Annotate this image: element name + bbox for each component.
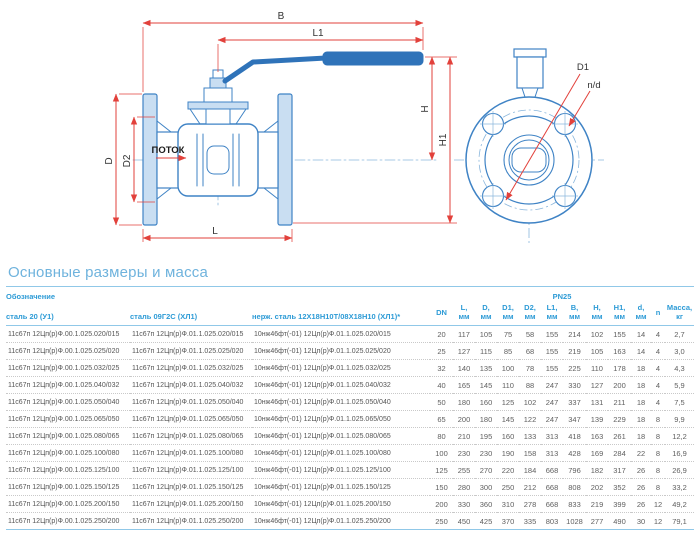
designation-stainless-cell: 10нж46фт(-01) 12Цп(р)Ф.01.1.025.065/050 [252,411,430,428]
dim-L-label: L [212,226,218,237]
designation-steel20-cell: 11с67п 12Цп(р)Ф.00.1.025.050/040 [6,394,130,411]
left-pipe [157,132,179,188]
dimension-value-cell: 140 [453,360,475,377]
technical-drawings [0,0,700,256]
dimension-value-cell: 277 [586,513,608,530]
dimension-value-cell: 155 [541,343,563,360]
dimension-value-cell: 330 [563,377,586,394]
designation-steel20-cell: 11с67п 12Цп(р)Ф.00.1.025.250/200 [6,513,130,530]
dimension-value-cell: 212 [519,479,541,496]
dimension-value-cell: 360 [475,496,497,513]
dimension-value-cell: 12 [651,513,665,530]
dimension-value-cell: 22 [631,445,651,462]
dimension-value-cell: 145 [497,411,519,428]
dimension-value-cell: 490 [608,513,631,530]
dimension-value-cell: 145 [475,377,497,394]
dimension-value-cell: 26 [631,462,651,479]
dimension-value-cell: 370 [497,513,519,530]
dim-D1-label: D1 [576,62,590,73]
dimension-value-cell: 131 [586,394,608,411]
dim-column-header: H1, мм [608,303,631,326]
dimension-value-cell: 330 [453,496,475,513]
dimension-value-cell: 160 [497,428,519,445]
dimension-value-cell: 184 [519,462,541,479]
table-row [6,343,694,360]
dimension-value-cell: 155 [608,326,631,343]
designation-steel20-cell: 11с67п 12Цп(р)Ф.00.1.025.020/015 [6,326,130,343]
dim-B-label: B [277,11,285,22]
dim-column-header: L1, мм [541,303,563,326]
dimension-value-cell: 317 [608,462,631,479]
dimension-value-cell: 178 [608,360,631,377]
dimension-value-cell: 796 [563,462,586,479]
table-row [6,377,694,394]
dimension-value-cell: 18 [631,394,651,411]
dimension-value-cell: 9,9 [665,411,694,428]
dimension-value-cell: 25 [430,343,453,360]
dimension-value-cell: 255 [453,462,475,479]
table-body [6,326,694,530]
dimension-value-cell: 313 [541,445,563,462]
table-row [6,462,694,479]
designation-steel09g2s-cell: 11с67п 12Цп(р)Ф.01.1.025.250/200 [130,513,252,530]
dimension-value-cell: 12 [651,496,665,513]
dimension-value-cell: 110 [586,360,608,377]
dimension-value-cell: 8 [651,411,665,428]
dimension-value-cell: 33,2 [665,479,694,496]
dim-column-header: d, мм [631,303,651,326]
material-column-header: сталь 09Г2С (ХЛ1) [130,303,252,326]
dimension-value-cell: 808 [563,479,586,496]
dimension-value-cell: 1028 [563,513,586,530]
dimension-value-cell: 14 [631,326,651,343]
dim-L1-label: L1 [312,28,324,39]
dimension-value-cell: 102 [586,326,608,343]
dimension-value-cell: 155 [541,360,563,377]
table-row [6,394,694,411]
dim-column-header: H, мм [586,303,608,326]
dim-column-header: DN [430,303,453,326]
designation-steel20-cell: 11с67п 12Цп(р)Ф.00.1.025.150/125 [6,479,130,496]
dimension-value-cell: 75 [497,326,519,343]
dimension-value-cell: 163 [586,428,608,445]
dim-H1-label: H1 [438,133,449,147]
dimension-value-cell: 280 [453,479,475,496]
dimension-value-cell: 352 [608,479,631,496]
dimension-value-cell: 125 [430,462,453,479]
front-stem-neck [522,88,538,97]
designation-steel09g2s-cell: 11с67п 12Цп(р)Ф.01.1.025.050/040 [130,394,252,411]
dimension-value-cell: 450 [453,513,475,530]
stem-housing [204,88,232,102]
dimension-value-cell: 127 [586,377,608,394]
dim-H-label: H [420,105,431,113]
dimension-value-cell: 261 [608,428,631,445]
dimension-value-cell: 803 [541,513,563,530]
dimension-value-cell: 399 [608,496,631,513]
dim-nd-label: n/d [587,80,601,91]
designation-stainless-cell: 10нж46фт(-01) 12Цп(р)Ф.01.1.025.032/025 [252,360,430,377]
dimension-value-cell: 8 [651,428,665,445]
dimension-value-cell: 155 [541,326,563,343]
dimension-value-cell: 219 [586,496,608,513]
dimension-value-cell: 78 [519,360,541,377]
dimension-value-cell: 127 [453,343,475,360]
designation-steel20-cell: 11с67п 12Цп(р)Ф.00.1.025.025/020 [6,343,130,360]
dimension-value-cell: 4 [651,343,665,360]
right-pipe [256,132,278,188]
dimension-value-cell: 230 [453,445,475,462]
dimension-value-cell: 195 [475,428,497,445]
front-stem-cap [514,49,546,57]
designation-stainless-cell: 10нж46фт(-01) 12Цп(р)Ф.01.1.025.040/032 [252,377,430,394]
dimension-value-cell: 5,9 [665,377,694,394]
dimension-value-cell: 139 [586,411,608,428]
dimension-value-cell: 270 [475,462,497,479]
designation-steel20-cell: 11с67п 12Цп(р)Ф.00.1.025.032/025 [6,360,130,377]
dimension-value-cell: 26 [631,496,651,513]
dimension-value-cell: 300 [475,479,497,496]
dimension-value-cell: 165 [453,377,475,394]
designation-steel09g2s-cell: 11с67п 12Цп(р)Ф.01.1.025.125/100 [130,462,252,479]
dimension-value-cell: 122 [519,411,541,428]
dimension-value-cell: 668 [541,479,563,496]
dimension-value-cell: 8 [651,462,665,479]
dimension-value-cell: 133 [519,428,541,445]
dimension-value-cell: 337 [563,394,586,411]
designation-steel20-cell: 11с67п 12Цп(р)Ф.00.1.025.065/050 [6,411,130,428]
dimension-value-cell: 163 [608,343,631,360]
left-flange [143,94,157,225]
dimension-value-cell: 833 [563,496,586,513]
dimension-value-cell: 2,7 [665,326,694,343]
designation-steel20-cell: 11с67п 12Цп(р)Ф.00.1.025.100/080 [6,445,130,462]
dim-column-header: D2, мм [519,303,541,326]
dimension-value-cell: 284 [608,445,631,462]
dimension-value-cell: 88 [519,377,541,394]
material-column-header: нерж. сталь 12Х18Н10Т/08Х18Н10 (ХЛ1)* [252,303,430,326]
dimension-value-cell: 135 [475,360,497,377]
designation-stainless-cell: 10нж46фт(-01) 12Цп(р)Ф.01.1.025.250/200 [252,513,430,530]
dim-column-header: n [651,303,665,326]
dimension-value-cell: 230 [475,445,497,462]
dim-column-header: D, мм [475,303,497,326]
dimension-value-cell: 8 [651,479,665,496]
section-title: Основные размеры и масса [8,264,209,281]
dimension-value-cell: 18 [631,428,651,445]
designation-steel09g2s-cell: 11с67п 12Цп(р)Ф.01.1.025.150/125 [130,479,252,496]
dimension-value-cell: 229 [608,411,631,428]
dimension-value-cell: 190 [497,445,519,462]
designation-stainless-cell: 10нж46фт(-01) 12Цп(р)Ф.01.1.025.200/150 [252,496,430,513]
designation-steel09g2s-cell: 11с67п 12Цп(р)Ф.01.1.025.200/150 [130,496,252,513]
front-stem [517,57,543,88]
designation-stainless-cell: 10нж46фт(-01) 12Цп(р)Ф.01.1.025.080/065 [252,428,430,445]
dimension-value-cell: 100 [497,360,519,377]
dimension-value-cell: 4 [651,394,665,411]
designation-steel09g2s-cell: 11с67п 12Цп(р)Ф.01.1.025.020/015 [130,326,252,343]
table-row [6,326,694,343]
designation-steel20-cell: 11с67п 12Цп(р)Ф.00.1.025.200/150 [6,496,130,513]
dimension-value-cell: 668 [541,496,563,513]
mounting-plate [188,102,248,109]
dimension-value-cell: 247 [541,394,563,411]
dimension-value-cell: 220 [497,462,519,479]
designation-steel09g2s-cell: 11с67п 12Цп(р)Ф.01.1.025.025/020 [130,343,252,360]
dimension-value-cell: 182 [586,462,608,479]
dimension-value-cell: 8 [651,445,665,462]
dimension-value-cell: 210 [453,428,475,445]
designation-stainless-cell: 10нж46фт(-01) 12Цп(р)Ф.01.1.025.020/015 [252,326,430,343]
dimension-value-cell: 4 [651,360,665,377]
dimension-value-cell: 428 [563,445,586,462]
dimension-value-cell: 30 [631,513,651,530]
dimension-value-cell: 16,9 [665,445,694,462]
dimension-value-cell: 40 [430,377,453,394]
dimension-value-cell: 211 [608,394,631,411]
designation-steel09g2s-cell: 11с67п 12Цп(р)Ф.01.1.025.040/032 [130,377,252,394]
column-header-row [6,303,694,326]
dim-D-label: D [104,157,115,165]
dimension-value-cell: 3,0 [665,343,694,360]
designation-stainless-cell: 10нж46фт(-01) 12Цп(р)Ф.01.1.025.050/040 [252,394,430,411]
dimension-value-cell: 102 [519,394,541,411]
dimensions-table [6,286,694,530]
material-column-header: сталь 20 (У1) [6,303,130,326]
dimension-value-cell: 418 [563,428,586,445]
dimension-value-cell: 313 [541,428,563,445]
dimension-value-cell: 105 [586,343,608,360]
designation-steel20-cell: 11с67п 12Цп(р)Ф.00.1.025.125/100 [6,462,130,479]
dimension-value-cell: 117 [453,326,475,343]
right-flange [278,94,292,225]
dimension-value-cell: 18 [631,411,651,428]
designation-stainless-cell: 10нж46фт(-01) 12Цп(р)Ф.01.1.025.025/020 [252,343,430,360]
handle-lever [225,58,326,81]
dimension-value-cell: 100 [430,445,453,462]
dimension-value-cell: 4 [651,326,665,343]
dimension-value-cell: 180 [475,411,497,428]
dimension-value-cell: 115 [475,343,497,360]
dimension-value-cell: 219 [563,343,586,360]
pn-rating-header: PN25 [430,287,694,304]
designation-steel09g2s-cell: 11с67п 12Цп(р)Ф.01.1.025.032/025 [130,360,252,377]
table-row [6,445,694,462]
dim-column-header: B, мм [563,303,586,326]
dimension-value-cell: 202 [586,479,608,496]
table-row [6,428,694,445]
dimension-value-cell: 49,2 [665,496,694,513]
leader-nd [569,91,590,126]
dimension-value-cell: 335 [519,513,541,530]
dim-column-header: D1, мм [497,303,519,326]
dimension-value-cell: 200 [430,496,453,513]
dimension-value-cell: 18 [631,377,651,394]
designation-stainless-cell: 10нж46фт(-01) 12Цп(р)Ф.01.1.025.125/100 [252,462,430,479]
valve-front-view [454,49,604,244]
ball-bore [207,146,229,174]
dimension-value-cell: 26,9 [665,462,694,479]
dimension-value-cell: 160 [475,394,497,411]
dimension-value-cell: 200 [453,411,475,428]
dimension-value-cell: 214 [563,326,586,343]
valve-side-view [133,52,438,225]
dim-column-header: Масса, кг [665,303,694,326]
table-row [6,411,694,428]
dimension-value-cell: 85 [497,343,519,360]
designation-header: Обозначение [6,287,430,304]
dimension-value-cell: 26 [631,479,651,496]
dimension-value-cell: 14 [631,343,651,360]
dimension-value-cell: 200 [608,377,631,394]
dim-D2-label: D2 [122,154,133,168]
dimension-value-cell: 250 [430,513,453,530]
table-row [6,479,694,496]
dimension-value-cell: 32 [430,360,453,377]
dimension-value-cell: 169 [586,445,608,462]
dimension-value-cell: 247 [541,377,563,394]
dimension-value-cell: 425 [475,513,497,530]
designation-steel09g2s-cell: 11с67п 12Цп(р)Ф.01.1.025.080/065 [130,428,252,445]
designation-steel20-cell: 11с67п 12Цп(р)Ф.00.1.025.080/065 [6,428,130,445]
designation-stainless-cell: 10нж46фт(-01) 12Цп(р)Ф.01.1.025.100/080 [252,445,430,462]
dimension-value-cell: 79,1 [665,513,694,530]
dimension-value-cell: 7,5 [665,394,694,411]
designation-steel20-cell: 11с67п 12Цп(р)Ф.00.1.025.040/032 [6,377,130,394]
dimension-value-cell: 180 [453,394,475,411]
dimension-value-cell: 347 [563,411,586,428]
dimension-value-cell: 310 [497,496,519,513]
flow-label: ПОТОК [151,145,185,156]
valve-drawing-svg [0,0,700,256]
table-row [6,513,694,530]
dimension-value-cell: 105 [475,326,497,343]
dimension-value-cell: 58 [519,326,541,343]
dimension-value-cell: 247 [541,411,563,428]
dimension-value-cell: 225 [563,360,586,377]
table-row [6,496,694,513]
designation-stainless-cell: 10нж46фт(-01) 12Цп(р)Ф.01.1.025.150/125 [252,479,430,496]
dimension-value-cell: 278 [519,496,541,513]
designation-steel09g2s-cell: 11с67п 12Цп(р)Ф.01.1.025.065/050 [130,411,252,428]
dimension-value-cell: 50 [430,394,453,411]
dimension-value-cell: 80 [430,428,453,445]
gland [206,109,230,124]
dim-column-header: L, мм [453,303,475,326]
dimension-value-cell: 68 [519,343,541,360]
dimension-value-cell: 158 [519,445,541,462]
dimension-value-cell: 12,2 [665,428,694,445]
dimension-value-cell: 668 [541,462,563,479]
dimension-value-cell: 125 [497,394,519,411]
dimension-value-cell: 250 [497,479,519,496]
dimension-value-cell: 18 [631,360,651,377]
dimension-value-cell: 20 [430,326,453,343]
table-row [6,360,694,377]
designation-steel09g2s-cell: 11с67п 12Цп(р)Ф.01.1.025.100/080 [130,445,252,462]
handle-grip [323,52,423,65]
dimension-value-cell: 150 [430,479,453,496]
dimension-value-cell: 4,3 [665,360,694,377]
dimension-value-cell: 4 [651,377,665,394]
dimension-value-cell: 110 [497,377,519,394]
dimension-value-cell: 65 [430,411,453,428]
